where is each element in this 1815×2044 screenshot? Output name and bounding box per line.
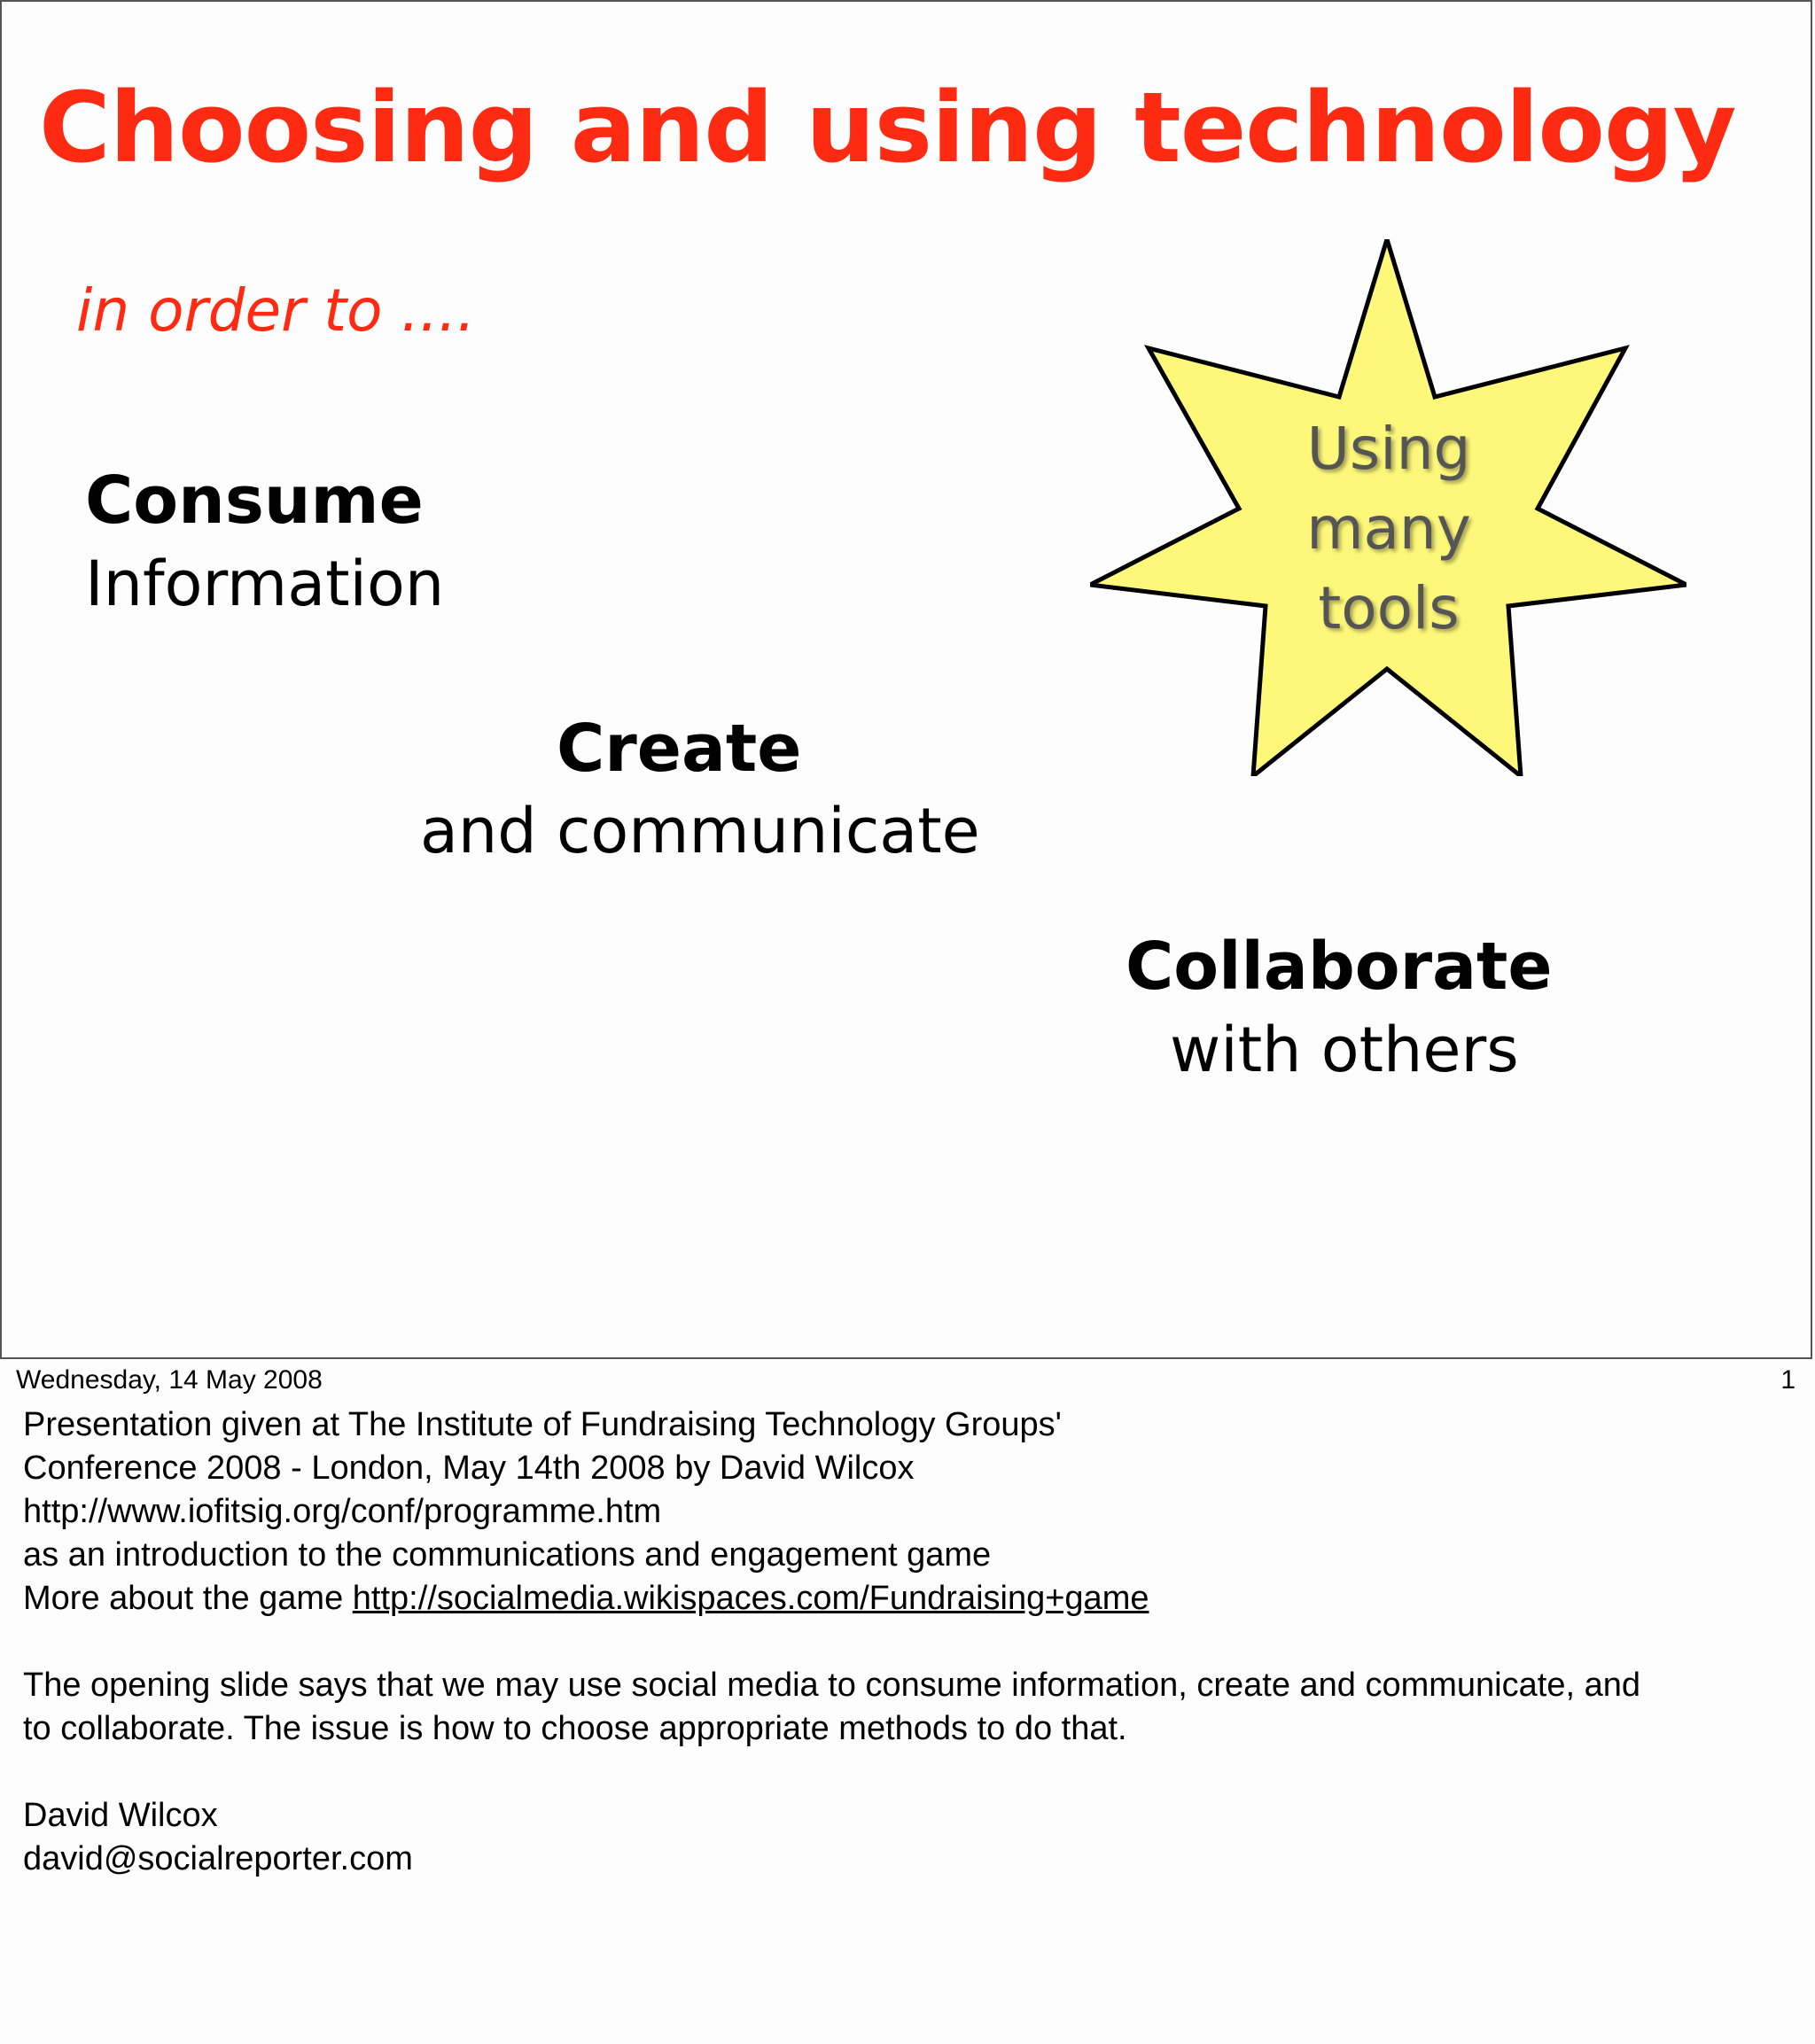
create-heading: Create bbox=[557, 711, 802, 787]
star-label bbox=[1274, 409, 1504, 649]
consume-heading: Consume bbox=[85, 462, 424, 539]
notes-line: as an introduction to the communications and engagement game bbox=[23, 1536, 992, 1574]
notes-line: to collaborate. The issue is how to choose appropriate methods to do that. bbox=[23, 1710, 1127, 1747]
speaker-notes bbox=[23, 1403, 1796, 1881]
footer-date: Wednesday, 14 May 2008 bbox=[16, 1365, 323, 1395]
collaborate-sub: with others bbox=[1170, 1014, 1519, 1086]
spacer bbox=[23, 1620, 1796, 1664]
notes-line-with-link bbox=[23, 1577, 1796, 1620]
game-link[interactable]: http://socialmedia.wikispaces.com/Fundraising+game bbox=[352, 1580, 1149, 1617]
consume-sub: Information bbox=[85, 548, 445, 620]
star-line: tools bbox=[1318, 574, 1460, 642]
spacer bbox=[23, 1751, 1796, 1794]
collaborate-heading: Collaborate bbox=[1126, 929, 1553, 1005]
notes-link-prefix: More about the game bbox=[23, 1580, 353, 1617]
slide-title: Choosing and using technology bbox=[39, 71, 1736, 184]
notes-line: The opening slide says that we may use social media to consume information, create and communicate, and bbox=[23, 1667, 1640, 1704]
slide-subtitle: in order to .... bbox=[76, 276, 476, 345]
notes-author: David Wilcox bbox=[23, 1797, 218, 1834]
star-line: Using bbox=[1306, 415, 1471, 483]
create-sub: and communicate bbox=[420, 795, 980, 867]
star-line: many bbox=[1306, 494, 1471, 563]
notes-line: Conference 2008 - London, May 14th 2008 by David Wilcox bbox=[23, 1449, 915, 1487]
notes-line: http://www.iofitsig.org/conf/programme.htm bbox=[23, 1493, 662, 1530]
page-number: 1 bbox=[1780, 1365, 1796, 1395]
notes-email: david@socialreporter.com bbox=[23, 1840, 413, 1877]
notes-line: Presentation given at The Institute of Fundraising Technology Groups' bbox=[23, 1406, 1062, 1443]
